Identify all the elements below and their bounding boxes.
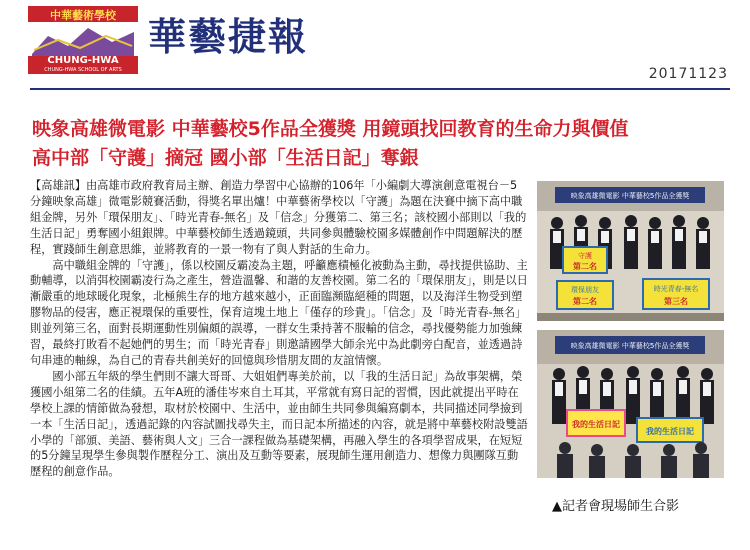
- sign-rank: 第二名: [573, 262, 597, 271]
- issue-date: 20171123: [648, 66, 728, 82]
- sign-shouhu: 守護: [578, 252, 592, 260]
- group-photo-award-signs: [537, 181, 724, 321]
- sign-diary: 我的生活日記: [572, 420, 620, 429]
- headline-line-2: 高中部「守護」摘冠 國小部「生活日記」奪銀: [32, 147, 419, 169]
- logo-subtitle: CHUNG-HWA SCHOOL OF ARTS: [44, 67, 122, 73]
- newsletter-title: 華藝捷報: [148, 14, 309, 59]
- sign-environment: 環保朋友: [571, 286, 599, 294]
- article-paragraph: 【高雄訊】由高雄市政府教育局主辦、創造力學習中心協辦的106年「小編劇大導演創意電視台－5分鐘映象高雄」微電影競賽活動，得獎名單出爐！中華藝術學校以「守護」為題在決賽中摘下高中職組金牌，另外「環保朋友」、「時光青春-無名」及「信念」分獲第二、第三名；該校國小部則以「我的生活日記」勇奪國小組銀牌。中華藝校師生透過鏡頭，共同參與體驗校園多媒體創作中問題解決的歷程，實踐師生創意思維，並將教育的一景一物有了與人對話的生命力。: [30, 179, 527, 256]
- article-paragraph: 國小部五年級的學生們則不讓大哥哥、大姐姐們專美於前，以「我的生活日記」為故事架構，榮獲國小組第二名的佳績。五年A班的潘佳岑來自土耳其，平常就有寫日記的習慣，因此就提出平時在學校上課的情節做為發想，取材於校園中、生活中，並由師生共同參與編寫劇本，共同描述同學撿到一本「生活日記」，透過記錄的內容試圖找尋失主，而日記本所描述的內容，就是將中華藝校附設雙語小學的「部頒、美語、藝術與人文」三合一課程做為基礎架構，再融入學生的各項學習成果，在短短的5分鐘呈現學生參與製作歷程分工、演出及互動等要素，展現師生運用創造力、想像力與團隊互動歷程的創意作品。: [30, 369, 528, 479]
- school-logo: [28, 6, 138, 74]
- header-rule: [30, 88, 730, 90]
- photo2-banner-text: 映象高雄微電影 中華藝校5作品全獲獎: [570, 342, 690, 350]
- sign-youth: 時光青春-無名: [653, 285, 699, 293]
- logo-wordmark: CHUNG-HWA: [47, 55, 119, 66]
- group-photo-students: [537, 330, 724, 478]
- sign-diary: 我的生活日記: [646, 427, 694, 436]
- article-paragraph: 高中職組金牌的「守護」，係以校園反霸凌為主題，呼籲應積極化被動為主動，尋找提供協助、主動輔導，以消弭校園霸凌行為之產生，營造溫馨、和諧的友善校園。第二名的「環保朋友」，則是以日漸嚴重的地球暖化現象，北極熊生存的地方越來越小，正面臨瀕臨絕種的問題，以及海洋生物受到塑膠物品的侵害，應正視環保的重要性，保育這塊土地上「僅存的珍貴」。「信念」及「時光青春-無名」則並列第三名，面對長期運動性別偏頗的誤導，一群女生秉持著不服輸的信念，尋找優勢能力加強練習，最終打敗看不起她們的男生；而「時光青春」則邀請國學大師余光中為此劇旁白配音，並透過詩句串連的軸線，為自己的青春共創美好的回憶與珍惜朋友間的友誼情懷。: [30, 258, 528, 367]
- article-body: [30, 178, 528, 480]
- sign-rank: 第三名: [664, 297, 688, 306]
- photo1-banner-text: 映象高雄微電影 中華藝校5作品全獲獎: [570, 192, 690, 200]
- logo-banner-text: 中華藝術學校: [50, 9, 116, 22]
- headline-line-1: 映象高雄微電影 中華藝校5作品全獲獎 用鏡頭找回教育的生命力與價值: [32, 118, 629, 140]
- photo-caption: ▲記者會現場師生合影: [552, 499, 679, 514]
- sign-rank: 第二名: [573, 297, 597, 306]
